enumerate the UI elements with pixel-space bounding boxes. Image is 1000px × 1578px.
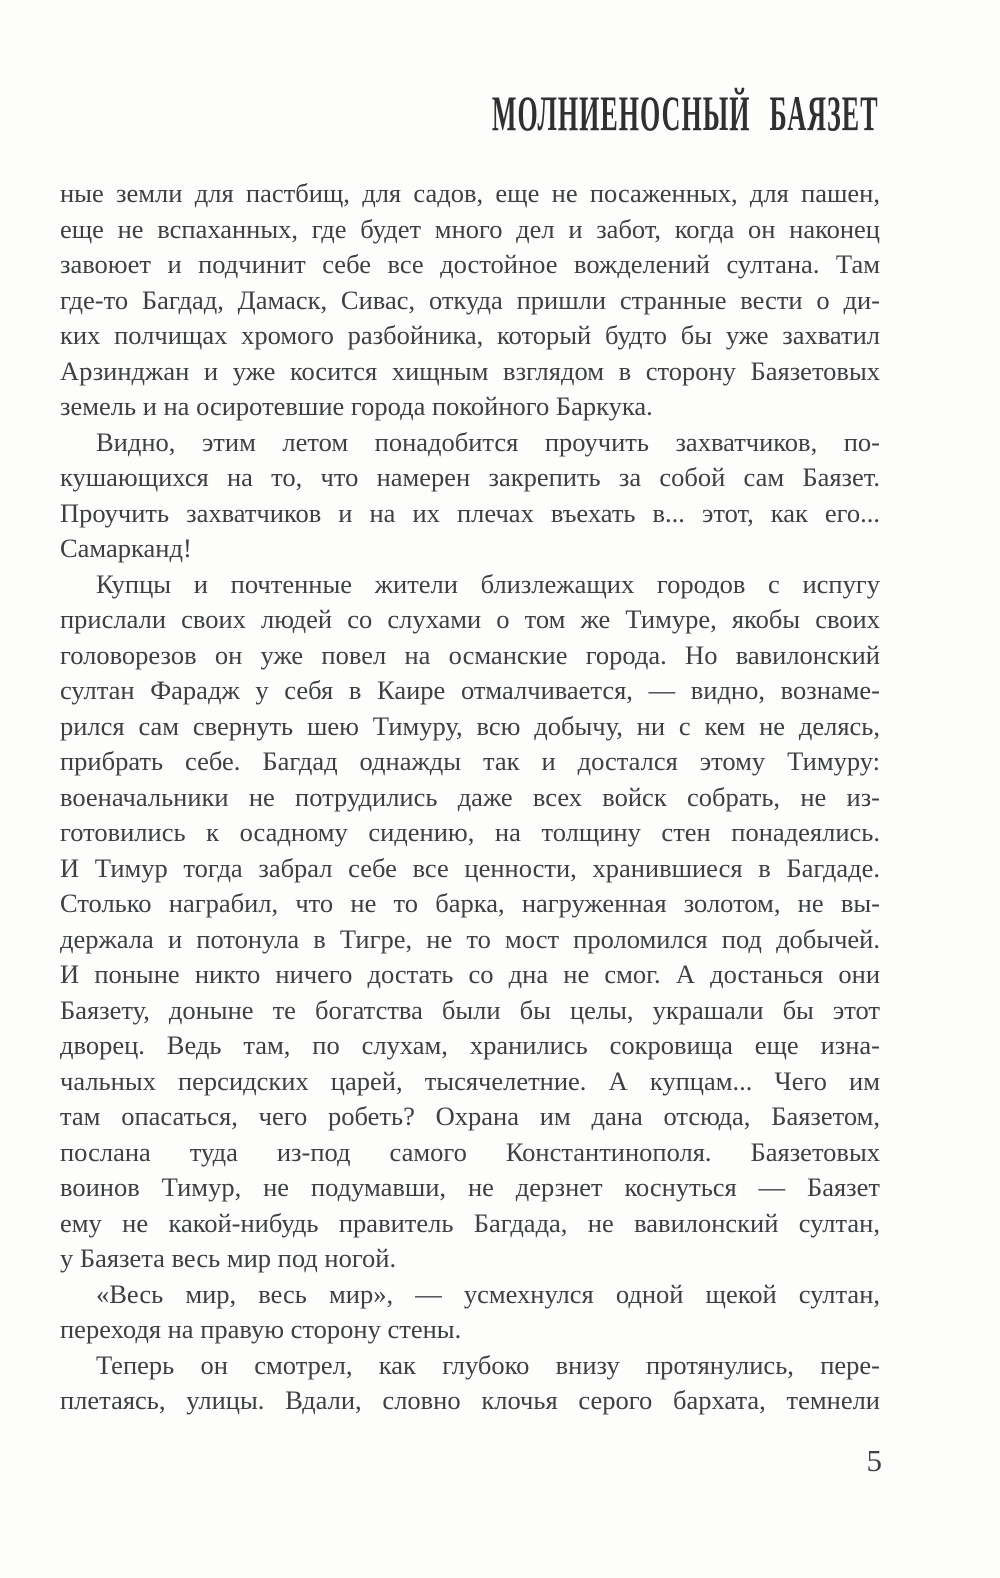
running-header [0, 85, 879, 141]
text-line: военачальники не потрудились даже всех войск собрать, не из- [60, 781, 880, 812]
text-line: Проучить захватчиков и на их плечах въехать в... этот, как его... [60, 497, 880, 528]
text-line: переходя на правую сторону стены. [60, 1314, 462, 1344]
text-line: у Баязета весь мир под ногой. [60, 1243, 397, 1273]
text-line: прислали своих людей со слухами о том же Тимуре, якобы своих [60, 604, 880, 634]
text-line: где-то Багдад, Дамаск, Сивас, откуда пришли странные вести о ди- [60, 284, 880, 315]
text-line: плетаясь, улицы. Вдали, словно клочья серого бархата, темнели [60, 1385, 880, 1415]
text-line: Самарканд! [60, 533, 192, 563]
text-line: И поныне никто ничего достать со дна не смог. А достанься они [60, 959, 880, 989]
text-line: там опасаться, чего робеть? Охрана им дана отсюда, Баязетом, [60, 1101, 880, 1131]
text-line: прибрать себе. Багдад однажды так и достался этому Тимуру: [60, 746, 880, 776]
text-line: воинов Тимур, не подумавши, не дерзнет коснуться — Баязет [60, 1172, 880, 1202]
text-line: еще не вспаханных, где будет много дел и забот, когда он наконец [60, 213, 880, 244]
text-line: послана туда из-под самого Константинополя. Баязетовых [60, 1136, 880, 1167]
text-line: готовились к осадному сидению, на толщину стен понадеялись. [60, 817, 880, 847]
text-line: Баязету, доныне те богатства были бы целы, украшали бы этот [60, 994, 880, 1025]
text-line: И Тимур тогда забрал себе все ценности, хранившиеся в Багдаде. [60, 852, 880, 883]
text-line: дворец. Ведь там, по слухам, хранились сокровища еще изна- [60, 1030, 880, 1060]
text-line: головорезов он уже повел на османские города. Но вавилонский [60, 639, 880, 670]
body-text [60, 176, 880, 1419]
text-line: чальных персидских царей, тысячелетние. А купцам... Чего им [60, 1065, 880, 1096]
text-line: ные земли для пастбищ, для садов, еще не посаженных, для пашен, [60, 178, 880, 208]
text-line: Столько награбил, что не то барка, нагруженная золотом, не вы- [60, 888, 880, 918]
text-line: Теперь он смотрел, как глубоко внизу протянулись, пере- [96, 1349, 880, 1380]
text-line: Арзинджан и уже косится хищным взглядом в сторону Баязетовых [60, 355, 880, 386]
text-line: Купцы и почтенные жители близлежащих городов с испугу [96, 568, 880, 599]
text-line: завоюет и подчинит себе все достойное вожделений султана. Там [60, 249, 880, 279]
text-line: султан Фарадж у себя в Каире отмалчивается, — видно, вознаме- [60, 675, 880, 705]
page-number: 5 [866, 1443, 882, 1478]
text-line: ему не какой-нибудь правитель Багдада, не вавилонский султан, [60, 1207, 880, 1238]
text-line: «Весь мир, весь мир», — усмехнулся одной щекой султан, [96, 1278, 880, 1309]
text-line: рился сам свернуть шею Тимуру, всю добычу, ни с кем не делясь, [60, 710, 880, 741]
text-line: ких полчищах хромого разбойника, который будто бы уже захватил [60, 320, 880, 350]
running-header-title: МОЛНИЕНОСНЫЙ БАЯЗЕТ [492, 85, 879, 141]
text-line: держала и потонула в Тигре, не то мост проломился под добычей. [60, 923, 880, 954]
text-line: Видно, этим летом понадобится проучить захватчиков, по- [96, 426, 880, 457]
text-line: кушающихся на то, что намерен закрепить за собой сам Баязет. [60, 462, 880, 492]
text-line: земель и на осиротевшие города покойного Баркука. [60, 391, 653, 421]
